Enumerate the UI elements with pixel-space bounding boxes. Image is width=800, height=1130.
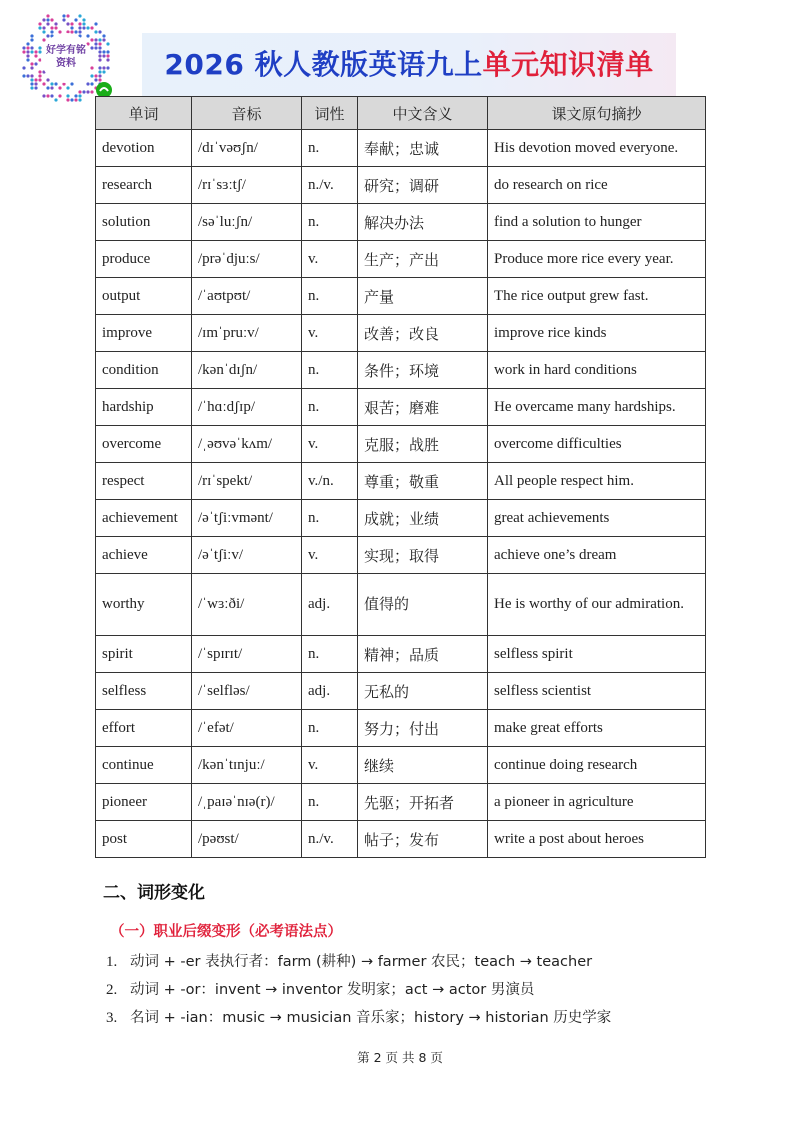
pos-cell: n. [302, 204, 358, 241]
sentence-cell: work in hard conditions [488, 352, 706, 389]
meaning-cell: 无私的 [358, 673, 488, 710]
word-cell: condition [96, 352, 192, 389]
sentence-cell: make great efforts [488, 710, 706, 747]
meaning-cell: 生产；产出 [358, 241, 488, 278]
meaning-cell: 研究；调研 [358, 167, 488, 204]
logo [16, 8, 116, 108]
sentence-cell: He overcame many hardships. [488, 389, 706, 426]
pos-cell: v. [302, 426, 358, 463]
word-cell: produce [96, 241, 192, 278]
phonetic-cell: /səˈluːʃn/ [192, 204, 302, 241]
sentence-cell: find a solution to hunger [488, 204, 706, 241]
table-row [96, 537, 706, 574]
phonetic-cell: /kənˈtɪnjuː/ [192, 747, 302, 784]
table-row [96, 784, 706, 821]
phonetic-cell: /rɪˈsɜːtʃ/ [192, 167, 302, 204]
sentence-cell: His devotion moved everyone. [488, 130, 706, 167]
word-cell: effort [96, 710, 192, 747]
meaning-cell: 条件；环境 [358, 352, 488, 389]
title-part3: 单元知识清单 [482, 48, 654, 81]
pos-cell: n./v. [302, 167, 358, 204]
table-header-row [96, 97, 706, 130]
meaning-cell: 成就；业绩 [358, 500, 488, 537]
sentence-cell: continue doing research [488, 747, 706, 784]
table-row [96, 500, 706, 537]
table-row [96, 426, 706, 463]
pos-cell: n. [302, 352, 358, 389]
word-cell: improve [96, 315, 192, 352]
table-row [96, 204, 706, 241]
phonetic-cell: /ɪmˈpruːv/ [192, 315, 302, 352]
sentence-cell: He is worthy of our admiration. [488, 574, 706, 636]
phonetic-cell: /ˈefət/ [192, 710, 302, 747]
phonetic-cell: /əˈtʃiːv/ [192, 537, 302, 574]
rule-text: 动词 + -er 表执行者：farm (耕种) → farmer 农民；teach → teacher [130, 954, 593, 970]
table-row [96, 710, 706, 747]
phonetic-cell: /dɪˈvəʊʃn/ [192, 130, 302, 167]
phonetic-cell: /ˈspɪrɪt/ [192, 636, 302, 673]
sentence-cell: Produce more rice every year. [488, 241, 706, 278]
page-title [142, 33, 676, 97]
pos-cell: v. [302, 537, 358, 574]
header-meaning: 中文含义 [358, 97, 488, 130]
word-cell: respect [96, 463, 192, 500]
pos-cell: v./n. [302, 463, 358, 500]
vocabulary-table [95, 96, 706, 858]
table-row [96, 821, 706, 858]
pos-cell: n. [302, 130, 358, 167]
rule-number: 2. [106, 982, 118, 998]
meaning-cell: 尊重；敬重 [358, 463, 488, 500]
rule-item [106, 978, 534, 999]
table-row [96, 673, 706, 710]
meaning-cell: 精神；品质 [358, 636, 488, 673]
meaning-cell: 解决办法 [358, 204, 488, 241]
word-cell: achieve [96, 537, 192, 574]
logo-text [44, 44, 88, 70]
pos-cell: v. [302, 747, 358, 784]
logo-text-line2: 资料 [56, 58, 76, 69]
table-row [96, 278, 706, 315]
word-cell: selfless [96, 673, 192, 710]
rule-text: 名词 + -ian：music → musician 音乐家；history → historian 历史学家 [130, 1010, 612, 1026]
sentence-cell: do research on rice [488, 167, 706, 204]
sentence-cell: a pioneer in agriculture [488, 784, 706, 821]
title-part2: 英语九上 [368, 48, 483, 81]
sentence-cell: selfless scientist [488, 673, 706, 710]
sentence-cell: selfless spirit [488, 636, 706, 673]
meaning-cell: 帖子；发布 [358, 821, 488, 858]
word-cell: overcome [96, 426, 192, 463]
table-row [96, 167, 706, 204]
sentence-cell: All people respect him. [488, 463, 706, 500]
header-word: 单词 [96, 97, 192, 130]
table-row [96, 747, 706, 784]
rule-number: 3. [106, 1010, 118, 1026]
pos-cell: v. [302, 315, 358, 352]
table-row [96, 463, 706, 500]
word-cell: solution [96, 204, 192, 241]
word-cell: worthy [96, 574, 192, 636]
word-cell: continue [96, 747, 192, 784]
phonetic-cell: /ˈselfləs/ [192, 673, 302, 710]
title-banner [142, 33, 676, 97]
section-title: 二、词形变化 [103, 883, 205, 903]
meaning-cell: 继续 [358, 747, 488, 784]
phonetic-cell: /kənˈdɪʃn/ [192, 352, 302, 389]
rule-number: 1. [106, 954, 118, 970]
phonetic-cell: /ˈhɑːdʃɪp/ [192, 389, 302, 426]
sentence-cell: improve rice kinds [488, 315, 706, 352]
meaning-cell: 实现；取得 [358, 537, 488, 574]
phonetic-cell: /ˈwɜːði/ [192, 574, 302, 636]
meaning-cell: 奉献；忠诚 [358, 130, 488, 167]
phonetic-cell: /ˌəʊvəˈkʌm/ [192, 426, 302, 463]
header-pos: 词性 [302, 97, 358, 130]
word-cell: spirit [96, 636, 192, 673]
word-cell: devotion [96, 130, 192, 167]
meaning-cell: 值得的 [358, 574, 488, 636]
header-phonetic: 音标 [192, 97, 302, 130]
phonetic-cell: /pəʊst/ [192, 821, 302, 858]
table-row [96, 130, 706, 167]
meaning-cell: 产量 [358, 278, 488, 315]
table-row [96, 241, 706, 278]
header-sentence: 课文原句摘抄 [488, 97, 706, 130]
pos-cell: adj. [302, 673, 358, 710]
logo-text-line1: 好学有铭 [46, 45, 86, 56]
phonetic-cell: /əˈtʃiːvmənt/ [192, 500, 302, 537]
rule-text: 动词 + -or：invent → inventor 发明家；act → actor 男演员 [130, 982, 535, 998]
pos-cell: n. [302, 710, 358, 747]
pos-cell: n. [302, 500, 358, 537]
word-cell: post [96, 821, 192, 858]
table-row [96, 636, 706, 673]
phonetic-cell: /ˌpaɪəˈnɪə(r)/ [192, 784, 302, 821]
meaning-cell: 艰苦；磨难 [358, 389, 488, 426]
phonetic-cell: /ˈaʊtpʊt/ [192, 278, 302, 315]
phonetic-cell: /prəˈdjuːs/ [192, 241, 302, 278]
sentence-cell: achieve one’s dream [488, 537, 706, 574]
pos-cell: n. [302, 636, 358, 673]
pos-cell: n. [302, 389, 358, 426]
word-cell: output [96, 278, 192, 315]
rule-item [106, 950, 592, 971]
table-row [96, 389, 706, 426]
table-row [96, 574, 706, 636]
meaning-cell: 先驱；开拓者 [358, 784, 488, 821]
table-row [96, 352, 706, 389]
meaning-cell: 改善；改良 [358, 315, 488, 352]
word-cell: hardship [96, 389, 192, 426]
page-footer: 第 2 页 共 8 页 [357, 1050, 443, 1065]
title-part1: 2026 秋人教版 [164, 48, 369, 81]
sentence-cell: The rice output grew fast. [488, 278, 706, 315]
pos-cell: n./v. [302, 821, 358, 858]
pos-cell: adj. [302, 574, 358, 636]
rule-item [106, 1006, 611, 1027]
meaning-cell: 努力；付出 [358, 710, 488, 747]
meaning-cell: 克服；战胜 [358, 426, 488, 463]
sentence-cell: great achievements [488, 500, 706, 537]
sentence-cell: overcome difficulties [488, 426, 706, 463]
word-cell: research [96, 167, 192, 204]
section-subtitle: （一）职业后缀变形（必考语法点） [110, 924, 342, 940]
word-cell: achievement [96, 500, 192, 537]
table-row [96, 315, 706, 352]
phonetic-cell: /rɪˈspekt/ [192, 463, 302, 500]
sentence-cell: write a post about heroes [488, 821, 706, 858]
pos-cell: n. [302, 278, 358, 315]
pos-cell: v. [302, 241, 358, 278]
pos-cell: n. [302, 784, 358, 821]
word-cell: pioneer [96, 784, 192, 821]
